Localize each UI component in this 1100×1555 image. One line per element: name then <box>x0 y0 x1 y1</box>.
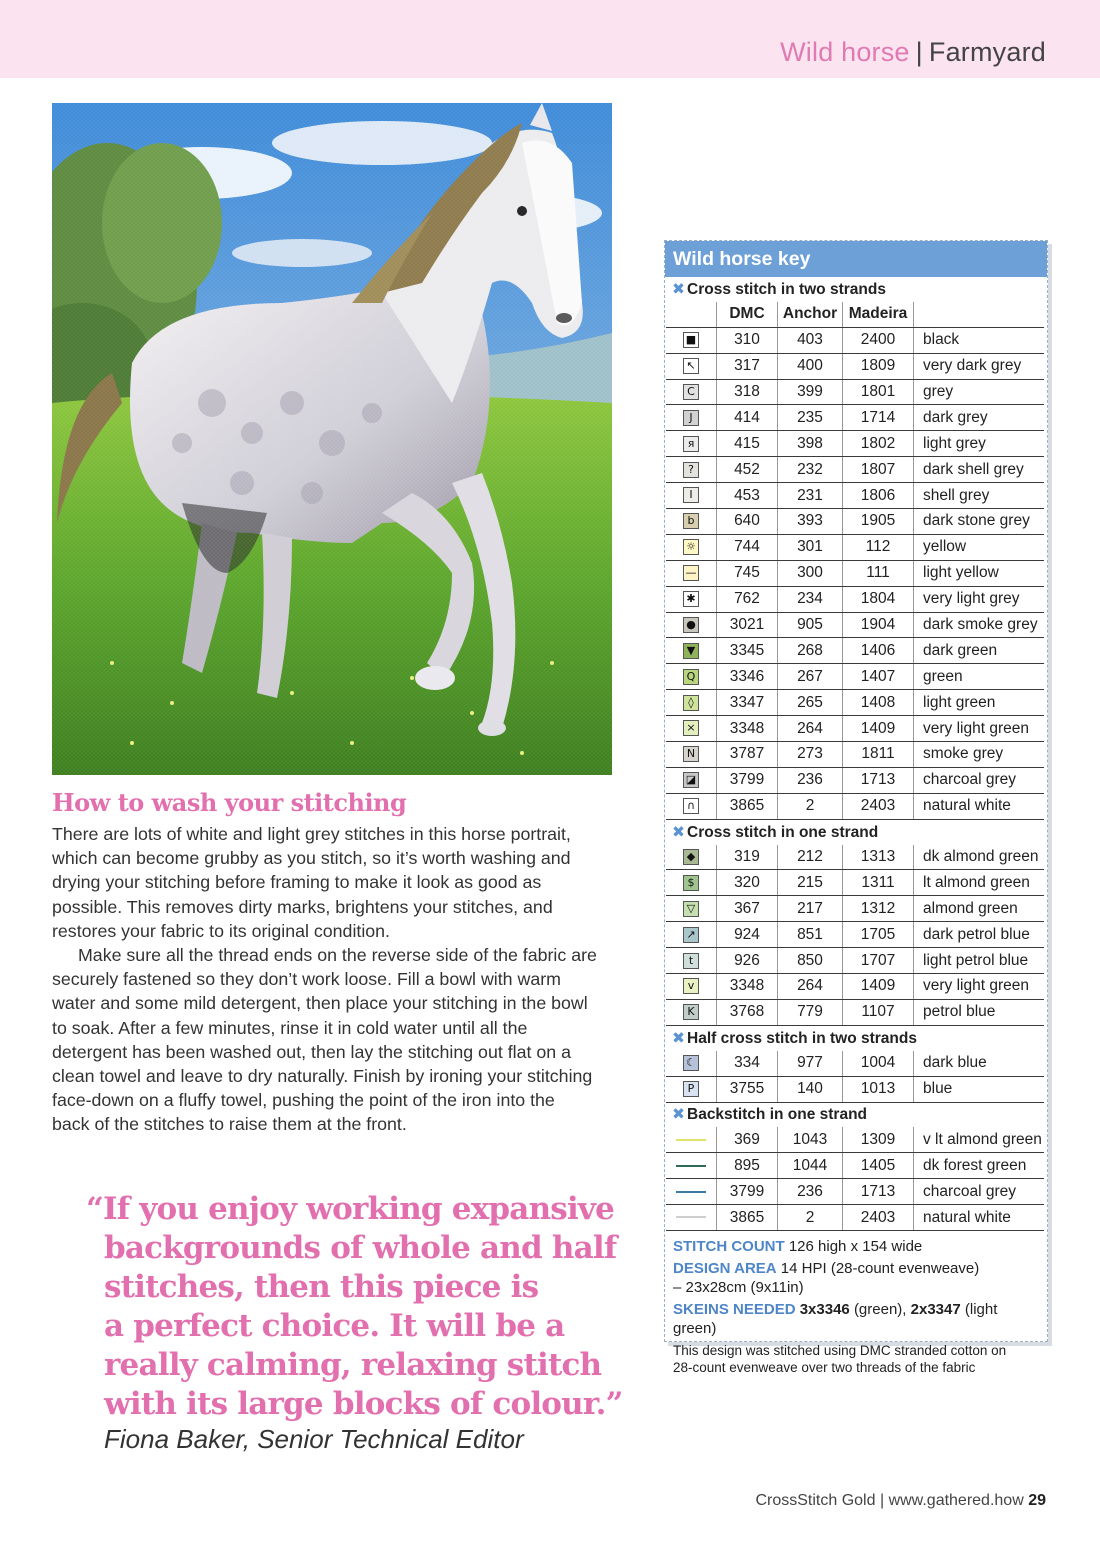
dmc-cell: 3865 <box>717 793 778 819</box>
stitch-symbol-icon: Q <box>683 669 699 685</box>
stitch-symbol-icon: ▽ <box>683 901 699 917</box>
symbol-cell <box>666 999 717 1025</box>
dmc-cell: 3348 <box>717 974 778 1000</box>
symbol-cell <box>666 534 717 560</box>
colour-name-cell: smoke grey <box>914 742 1045 768</box>
skeins-value-2: 2x3347 <box>910 1300 961 1318</box>
madeira-cell: 1807 <box>843 457 914 483</box>
colour-name-cell: dark blue <box>914 1051 1045 1076</box>
anchor-cell: 267 <box>778 664 843 690</box>
quote-line: backgrounds of whole and half <box>104 1230 617 1266</box>
quote-line: stitches, then this piece is <box>104 1269 539 1305</box>
key-row <box>666 457 1044 483</box>
madeira-cell: 111 <box>843 560 914 586</box>
dmc-cell: 895 <box>717 1153 778 1179</box>
stitch-symbol-icon: b <box>683 513 699 529</box>
madeira-cell: 2403 <box>843 793 914 819</box>
colour-name-cell: dark petrol blue <box>914 922 1045 948</box>
stitch-symbol-icon: J <box>683 410 699 426</box>
anchor-cell: 268 <box>778 638 843 664</box>
key-panel <box>664 240 1048 1375</box>
key-row <box>666 870 1044 896</box>
anchor-cell: 215 <box>778 870 843 896</box>
key-section-title <box>666 1102 1044 1127</box>
colour-name-cell: very dark grey <box>914 353 1045 379</box>
quote-attribution: Fiona Baker, Senior Technical Editor <box>104 1424 524 1454</box>
madeira-cell: 1406 <box>843 638 914 664</box>
colour-name-cell: shell grey <box>914 483 1045 509</box>
key-row <box>666 896 1044 922</box>
key-row <box>666 1153 1044 1179</box>
dmc-cell: 320 <box>717 870 778 896</box>
column-header: Madeira <box>843 302 914 327</box>
madeira-cell: 1713 <box>843 1179 914 1205</box>
madeira-cell: 1705 <box>843 922 914 948</box>
key-row <box>666 1051 1044 1076</box>
dmc-cell: 310 <box>717 327 778 353</box>
key-footer <box>665 1231 1047 1376</box>
colour-name-cell: petrol blue <box>914 999 1045 1025</box>
madeira-cell: 1311 <box>843 870 914 896</box>
madeira-cell: 1309 <box>843 1127 914 1152</box>
anchor-cell: 851 <box>778 922 843 948</box>
key-row <box>666 1127 1044 1152</box>
madeira-cell: 1904 <box>843 612 914 638</box>
colour-name-cell: dark stone grey <box>914 509 1045 535</box>
design-area-size: – 23x28cm (9x11in) <box>673 1278 804 1296</box>
anchor-cell: 236 <box>778 767 843 793</box>
key-row <box>666 534 1044 560</box>
anchor-cell: 393 <box>778 509 843 535</box>
stitch-symbol-icon: × <box>683 720 699 736</box>
colour-name-cell: light green <box>914 690 1045 716</box>
colour-name-cell: almond green <box>914 896 1045 922</box>
colour-name-cell: dark smoke grey <box>914 612 1045 638</box>
madeira-cell: 1806 <box>843 483 914 509</box>
symbol-cell <box>666 690 717 716</box>
anchor-cell: 217 <box>778 896 843 922</box>
colour-name-cell: light petrol blue <box>914 948 1045 974</box>
madeira-cell: 112 <box>843 534 914 560</box>
stitch-symbol-icon: ◊ <box>683 695 699 711</box>
symbol-cell <box>666 716 717 742</box>
symbol-cell <box>666 793 717 819</box>
skeins-value-1: 3x3346 <box>799 1300 850 1318</box>
symbol-cell <box>666 405 717 431</box>
page-number: 29 <box>1028 1492 1046 1509</box>
dmc-cell: 3347 <box>717 690 778 716</box>
section-title-text: Backstitch in one strand <box>687 1106 868 1124</box>
anchor-cell: 235 <box>778 405 843 431</box>
skeins-needed <box>673 1300 1039 1338</box>
quote-line: with its large blocks of colour.” <box>104 1386 623 1422</box>
symbol-cell <box>666 664 717 690</box>
stitch-symbol-icon: K <box>683 1004 699 1020</box>
dmc-cell: 453 <box>717 483 778 509</box>
anchor-cell: 265 <box>778 690 843 716</box>
key-section-title <box>666 277 1044 302</box>
anchor-cell: 2 <box>778 1205 843 1231</box>
key-row <box>666 586 1044 612</box>
dmc-cell: 414 <box>717 405 778 431</box>
header-separator: | <box>915 37 923 67</box>
dmc-cell: 745 <box>717 560 778 586</box>
key-row <box>666 1179 1044 1205</box>
dmc-cell: 3799 <box>717 1179 778 1205</box>
anchor-cell: 231 <box>778 483 843 509</box>
dmc-cell: 3865 <box>717 1205 778 1231</box>
symbol-cell <box>666 1153 717 1179</box>
design-area-label: DESIGN AREA <box>673 1259 777 1277</box>
stitch-symbol-icon: ✱ <box>683 591 699 607</box>
key-section-header <box>666 1025 1044 1050</box>
colour-name-cell: charcoal grey <box>914 1179 1045 1205</box>
colour-name-cell: black <box>914 327 1045 353</box>
symbol-cell <box>666 896 717 922</box>
anchor-cell: 1043 <box>778 1127 843 1152</box>
backstitch-line-icon <box>676 1139 706 1141</box>
stitch-symbol-icon: ● <box>683 617 699 633</box>
colour-name-cell: natural white <box>914 793 1045 819</box>
article-title: How to wash your stitching <box>52 788 407 817</box>
anchor-cell: 400 <box>778 353 843 379</box>
dmc-cell: 3787 <box>717 742 778 768</box>
stitch-symbol-icon: ↗ <box>683 927 699 943</box>
name-column-header <box>914 302 1045 327</box>
colour-name-cell: very light green <box>914 716 1045 742</box>
dmc-cell: 3021 <box>717 612 778 638</box>
symbol-cell <box>666 1076 717 1102</box>
key-row <box>666 922 1044 948</box>
cross-mark-icon: ✖ <box>672 1029 685 1047</box>
symbol-column-header <box>666 302 717 327</box>
madeira-cell: 1809 <box>843 353 914 379</box>
madeira-cell: 1013 <box>843 1076 914 1102</box>
symbol-cell <box>666 586 717 612</box>
stitch-symbol-icon: ▼ <box>683 643 699 659</box>
footer-magazine: CrossStitch Gold <box>755 1492 876 1509</box>
section-title-text: Half cross stitch in two strands <box>687 1029 917 1047</box>
anchor-cell: 2 <box>778 793 843 819</box>
colour-name-cell: dark green <box>914 638 1045 664</box>
madeira-cell: 1107 <box>843 999 914 1025</box>
dmc-cell: 3345 <box>717 638 778 664</box>
colour-name-cell: dark grey <box>914 405 1045 431</box>
stitch-symbol-icon: ∩ <box>683 798 699 814</box>
anchor-cell: 398 <box>778 431 843 457</box>
stitch-symbol-icon: ↖ <box>683 358 699 374</box>
dmc-cell: 367 <box>717 896 778 922</box>
madeira-cell: 1004 <box>843 1051 914 1076</box>
stitch-symbol-icon: N <box>683 746 699 762</box>
key-row <box>666 793 1044 819</box>
pull-quote <box>86 1190 623 1424</box>
key-section-header <box>666 819 1044 844</box>
symbol-cell <box>666 948 717 974</box>
key-section-header <box>666 1102 1044 1127</box>
stitch-symbol-icon: ◆ <box>683 849 699 865</box>
section-title: Wild horse <box>780 37 910 67</box>
key-table <box>666 277 1044 1231</box>
section-title-text: Cross stitch in two strands <box>687 280 886 298</box>
stitch-symbol-icon: I <box>683 487 699 503</box>
key-section-title <box>666 819 1044 844</box>
stitch-symbol-icon: ☾ <box>683 1055 699 1071</box>
madeira-cell: 1714 <box>843 405 914 431</box>
dmc-cell: 926 <box>717 948 778 974</box>
quote-line: really calming, relaxing stitch <box>104 1347 602 1383</box>
madeira-cell: 2400 <box>843 327 914 353</box>
key-row <box>666 716 1044 742</box>
symbol-cell <box>666 379 717 405</box>
symbol-cell <box>666 560 717 586</box>
anchor-cell: 140 <box>778 1076 843 1102</box>
colour-name-cell: natural white <box>914 1205 1045 1231</box>
dmc-cell: 369 <box>717 1127 778 1152</box>
design-area-value: 14 HPI (28-count evenweave) <box>780 1259 980 1277</box>
dmc-cell: 3755 <box>717 1076 778 1102</box>
footer-url: www.gathered.how <box>888 1492 1024 1509</box>
anchor-cell: 300 <box>778 560 843 586</box>
dmc-cell: 744 <box>717 534 778 560</box>
key-section-title <box>666 1025 1044 1050</box>
key-row <box>666 327 1044 353</box>
dmc-cell: 640 <box>717 509 778 535</box>
madeira-cell: 1713 <box>843 767 914 793</box>
dmc-cell: 319 <box>717 845 778 870</box>
anchor-cell: 212 <box>778 845 843 870</box>
symbol-cell <box>666 509 717 535</box>
stitch-symbol-icon: ■ <box>683 332 699 348</box>
stitch-symbol-icon: ? <box>683 462 699 478</box>
section-header <box>780 34 1046 70</box>
colour-name-cell: very light grey <box>914 586 1045 612</box>
key-header-row <box>666 302 1044 327</box>
page-footer <box>755 1492 1046 1510</box>
key-row <box>666 612 1044 638</box>
colour-name-cell: grey <box>914 379 1045 405</box>
symbol-cell <box>666 922 717 948</box>
column-header: DMC <box>717 302 778 327</box>
key-row <box>666 999 1044 1025</box>
dmc-cell: 452 <box>717 457 778 483</box>
anchor-cell: 264 <box>778 974 843 1000</box>
key-row <box>666 767 1044 793</box>
symbol-cell <box>666 457 717 483</box>
madeira-cell: 2403 <box>843 1205 914 1231</box>
madeira-cell: 1405 <box>843 1153 914 1179</box>
stitch-symbol-icon: C <box>683 384 699 400</box>
anchor-cell: 403 <box>778 327 843 353</box>
key-section-header <box>666 277 1044 302</box>
key-row <box>666 1076 1044 1102</box>
colour-name-cell: green <box>914 664 1045 690</box>
skeins-label: SKEINS NEEDED <box>673 1300 796 1318</box>
article-paragraph: There are lots of white and light grey stitches in this horse portrait, which can become grubby as you stitch, so it’s worth washing and drying your stitching before framing to make it look as good as possible. This removes dirty marks, brightens your stitches, and restores your fabric to its original condition. <box>52 824 571 941</box>
section-title-text: Cross stitch in one strand <box>687 823 879 841</box>
colour-name-cell: dk forest green <box>914 1153 1045 1179</box>
backstitch-line-icon <box>676 1165 706 1167</box>
key-row <box>666 948 1044 974</box>
stitch-count <box>673 1237 1039 1256</box>
colour-name-cell: light grey <box>914 431 1045 457</box>
stitch-symbol-icon: P <box>683 1081 699 1097</box>
symbol-cell <box>666 327 717 353</box>
madeira-cell: 1409 <box>843 716 914 742</box>
dmc-cell: 415 <box>717 431 778 457</box>
symbol-cell <box>666 1127 717 1152</box>
symbol-cell <box>666 1051 717 1076</box>
key-row <box>666 690 1044 716</box>
design-note-line: This design was stitched using DMC stranded cotton on <box>673 1342 1007 1358</box>
stitch-count-value: 126 high x 154 wide <box>788 1237 923 1255</box>
madeira-cell: 1804 <box>843 586 914 612</box>
key-row <box>666 431 1044 457</box>
dmc-cell: 3346 <box>717 664 778 690</box>
colour-name-cell: light yellow <box>914 560 1045 586</box>
colour-name-cell: dark shell grey <box>914 457 1045 483</box>
key-row <box>666 509 1044 535</box>
symbol-cell <box>666 483 717 509</box>
madeira-cell: 1811 <box>843 742 914 768</box>
symbol-cell <box>666 1205 717 1231</box>
design-note-line: 28-count evenweave over two threads of the fabric <box>673 1359 976 1375</box>
madeira-cell: 1409 <box>843 974 914 1000</box>
key-row <box>666 379 1044 405</box>
key-row <box>666 483 1044 509</box>
footer-separator: | <box>879 1492 885 1509</box>
dmc-cell: 317 <box>717 353 778 379</box>
colour-name-cell: blue <box>914 1076 1045 1102</box>
anchor-cell: 779 <box>778 999 843 1025</box>
quote-line: a perfect choice. It will be a <box>104 1308 565 1344</box>
backstitch-line-icon <box>676 1216 706 1218</box>
stitch-symbol-icon: t <box>683 953 699 969</box>
key-table-body <box>666 277 1044 1230</box>
section-category: Farmyard <box>928 37 1046 67</box>
symbol-cell <box>666 612 717 638</box>
key-row <box>666 664 1044 690</box>
anchor-cell: 1044 <box>778 1153 843 1179</box>
horse-photo <box>52 103 612 775</box>
key-row <box>666 974 1044 1000</box>
stitch-symbol-icon: ☼ <box>683 539 699 555</box>
symbol-cell <box>666 742 717 768</box>
quote-line: “If you enjoy working expansive <box>86 1191 615 1227</box>
symbol-cell <box>666 974 717 1000</box>
symbol-cell <box>666 767 717 793</box>
madeira-cell: 1802 <box>843 431 914 457</box>
colour-name-cell: charcoal grey <box>914 767 1045 793</box>
stitch-symbol-icon: — <box>683 565 699 581</box>
dmc-cell: 334 <box>717 1051 778 1076</box>
backstitch-line-icon <box>676 1191 706 1193</box>
skeins-text-2: (light green) <box>673 1300 998 1337</box>
madeira-cell: 1408 <box>843 690 914 716</box>
dmc-cell: 318 <box>717 379 778 405</box>
article-body <box>52 822 597 1137</box>
key-row <box>666 638 1044 664</box>
stitch-symbol-icon: я <box>683 436 699 452</box>
anchor-cell: 232 <box>778 457 843 483</box>
cross-mark-icon: ✖ <box>672 1106 685 1124</box>
key-title: Wild horse key <box>665 241 1047 277</box>
key-row <box>666 353 1044 379</box>
colour-name-cell: yellow <box>914 534 1045 560</box>
madeira-cell: 1312 <box>843 896 914 922</box>
symbol-cell <box>666 638 717 664</box>
article-paragraph: Make sure all the thread ends on the reverse side of the fabric are securely fastened so they don’t work loose. Fill a bowl with warm water and some mild detergent, then place your stitching in the bowl to soak. After a few minutes, rinse it in cold water until all the detergent has been washed out, then lay the stitching out flat on a clean towel and leave to dry naturally. Finish by ironing your stitching face-down on a fluffy towel, pushing the point of the iron into the back of the stitches to raise them at the front. <box>52 945 597 1135</box>
colour-name-cell: dk almond green <box>914 845 1045 870</box>
symbol-cell <box>666 870 717 896</box>
madeira-cell: 1407 <box>843 664 914 690</box>
cross-mark-icon: ✖ <box>672 280 685 298</box>
anchor-cell: 264 <box>778 716 843 742</box>
dmc-cell: 3348 <box>717 716 778 742</box>
key-row <box>666 845 1044 870</box>
key-row <box>666 405 1044 431</box>
anchor-cell: 236 <box>778 1179 843 1205</box>
design-note <box>673 1342 1039 1376</box>
anchor-cell: 977 <box>778 1051 843 1076</box>
madeira-cell: 1801 <box>843 379 914 405</box>
horse-illustration <box>52 103 612 775</box>
colour-name-cell: very light green <box>914 974 1045 1000</box>
symbol-cell <box>666 353 717 379</box>
dmc-cell: 3768 <box>717 999 778 1025</box>
stitch-count-label: STITCH COUNT <box>673 1237 785 1255</box>
key-row <box>666 560 1044 586</box>
anchor-cell: 273 <box>778 742 843 768</box>
colour-name-cell: lt almond green <box>914 870 1045 896</box>
anchor-cell: 301 <box>778 534 843 560</box>
column-header: Anchor <box>778 302 843 327</box>
anchor-cell: 850 <box>778 948 843 974</box>
key-row <box>666 742 1044 768</box>
anchor-cell: 905 <box>778 612 843 638</box>
madeira-cell: 1707 <box>843 948 914 974</box>
symbol-cell <box>666 845 717 870</box>
colour-name-cell: v lt almond green <box>914 1127 1045 1152</box>
cross-mark-icon: ✖ <box>672 823 685 841</box>
key-row <box>666 1205 1044 1231</box>
symbol-cell <box>666 431 717 457</box>
dmc-cell: 762 <box>717 586 778 612</box>
madeira-cell: 1313 <box>843 845 914 870</box>
stitch-symbol-icon: ◪ <box>683 772 699 788</box>
symbol-cell <box>666 1179 717 1205</box>
stitch-symbol-icon: $ <box>683 875 699 891</box>
anchor-cell: 234 <box>778 586 843 612</box>
dmc-cell: 924 <box>717 922 778 948</box>
dmc-cell: 3799 <box>717 767 778 793</box>
anchor-cell: 399 <box>778 379 843 405</box>
skeins-text-1: (green), <box>853 1300 907 1318</box>
design-area <box>673 1259 1039 1297</box>
stitch-symbol-icon: v <box>683 978 699 994</box>
madeira-cell: 1905 <box>843 509 914 535</box>
